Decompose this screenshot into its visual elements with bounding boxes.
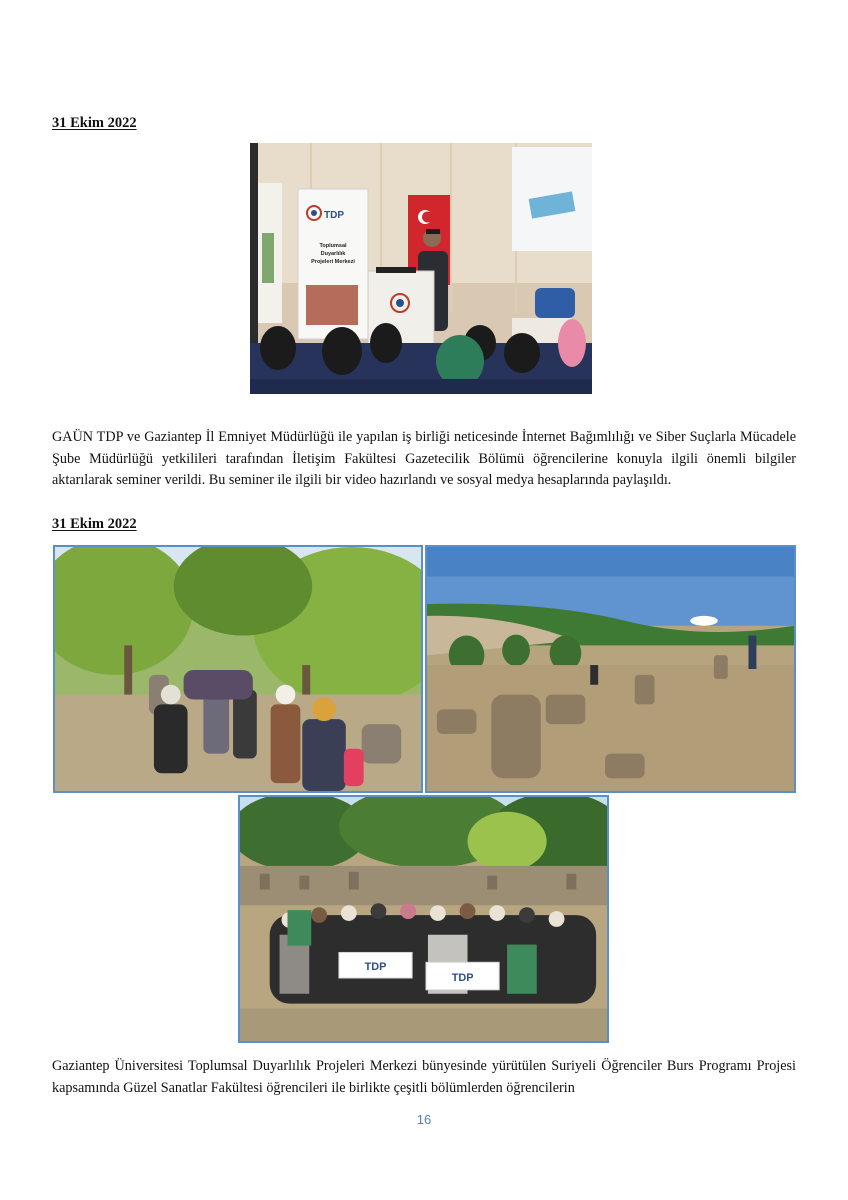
group-banner-right-text: TDP xyxy=(451,972,474,984)
section-date-heading: 31 Ekim 2022 xyxy=(52,115,137,131)
group-banner-left-text: TDP xyxy=(364,961,387,974)
trip-description: Gaziantep Üniversitesi Toplumsal Duyarlılık Projeleri Merkezi bünyesinde yürütülen Suriyeli Öğrenciler Burs Programı Projesi kapsamında Güzel Sanatlar Fakültesi öğrencileri ile birlikte çeşitli bölümlerden öğrencilerin xyxy=(52,1058,796,1096)
svg-text:Duyarlılık: Duyarlılık xyxy=(320,251,346,257)
page-number: 16 xyxy=(416,1112,432,1127)
seminar-description: GAÜN TDP ve Gaziantep İl Emniyet Müdürlüğü ile yapılan iş birliği neticesinde İnternet Bağımlılığı ve Siber Suçlarla Mücadele Şube Müdürlüğü yetkilileri tarafından İletişim Fakültesi Gazetecilik Bölümü öğrencilerine konuyla ilgili önemli bilgiler aktarılarak seminer verildi. Bu seminer ile ilgili bir video hazırlandı ve sosyal medya hesaplarında paylaşıldı. xyxy=(52,429,796,488)
svg-text:Toplumsal: Toplumsal xyxy=(319,243,347,249)
svg-text:Projeleri Merkezi: Projeleri Merkezi xyxy=(311,259,355,265)
banner-logo-text: TDP xyxy=(324,210,344,221)
seminar-photo xyxy=(250,143,592,394)
landscape-photo xyxy=(425,545,796,793)
forest-walk-photo xyxy=(53,545,423,793)
section-date-heading: 31 Ekim 2022 xyxy=(52,516,137,532)
group-photo xyxy=(238,795,609,1043)
